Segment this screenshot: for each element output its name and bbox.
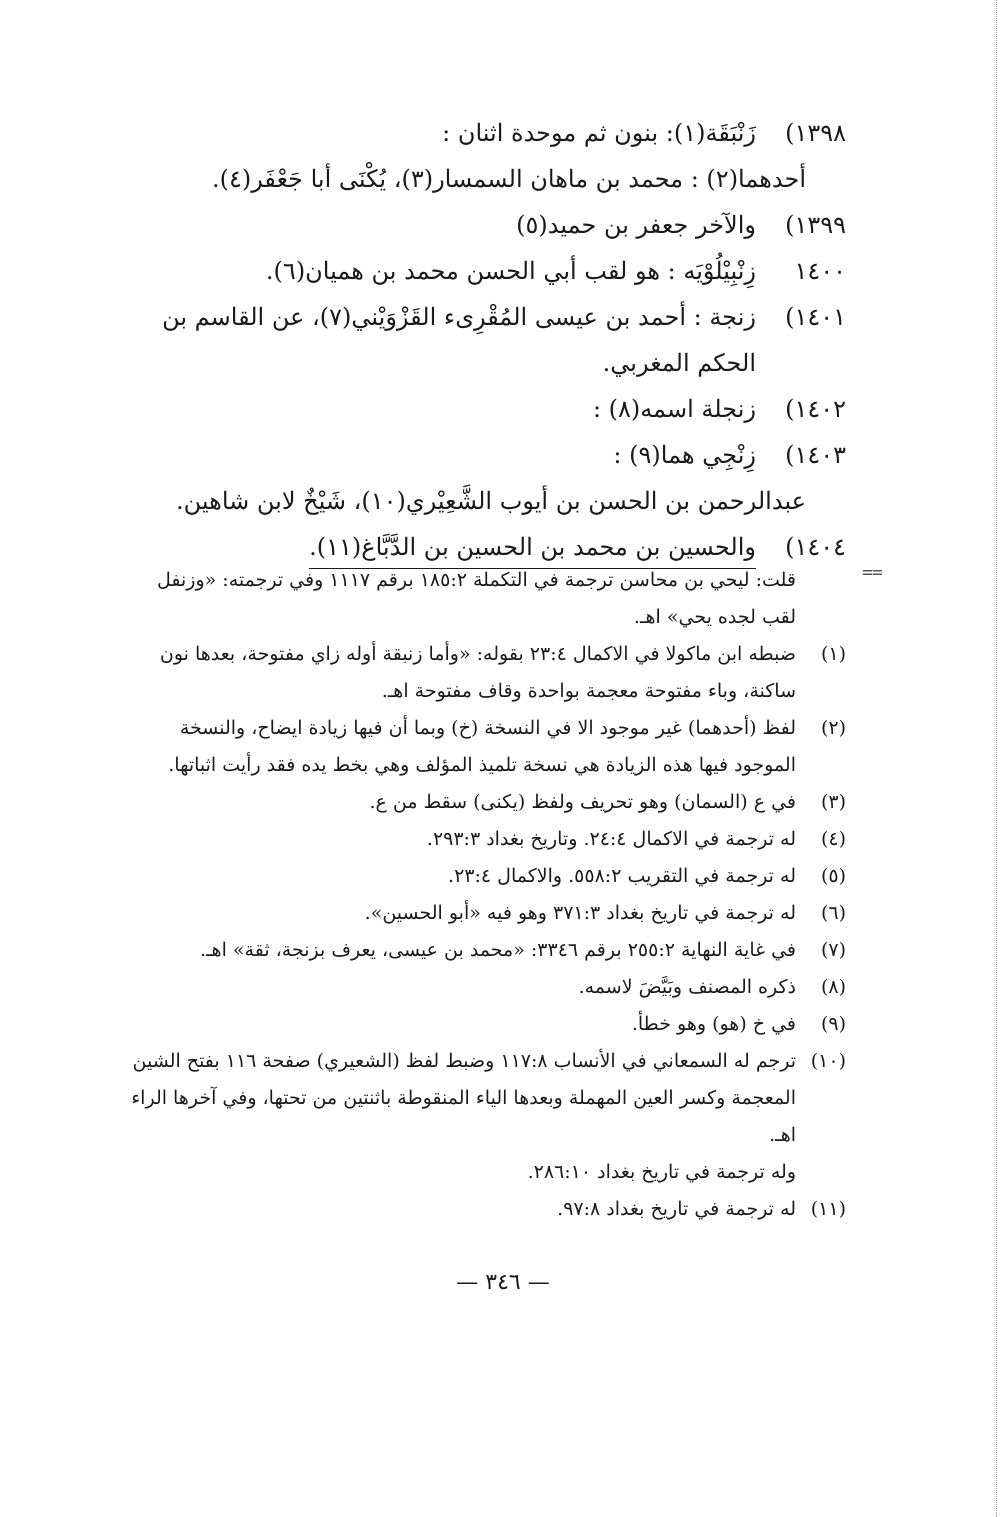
footnote-2 bbox=[130, 710, 846, 784]
footnote-text: له ترجمة في التقريب ٥٥٨:٢. والاكمال ٢٣:٤. bbox=[448, 865, 796, 887]
footnote-text: في خ (هو) وهو خطأ. bbox=[631, 1013, 796, 1035]
entry-1403-first bbox=[116, 478, 846, 524]
footnote-7 bbox=[130, 932, 846, 969]
entry-text: زِنْبِيْلُوْيَه : هو لقب أبي الحسن محمد بن هميان(٦). bbox=[265, 257, 756, 285]
footnote-text: له ترجمة في الاكمال ٢٤:٤. وتاريخ بغداد ٢٩٣:٣. bbox=[426, 828, 796, 850]
entry-text: زنجلة اسمه(٨) : bbox=[592, 395, 756, 423]
footnote-4 bbox=[130, 821, 846, 858]
footnote-text: له ترجمة في تاريخ بغداد ٩٧:٨. bbox=[557, 1198, 796, 1220]
footnote-11 bbox=[130, 1191, 846, 1228]
footnote-10 bbox=[130, 1043, 846, 1154]
entry-number: ١٣٩٩) bbox=[785, 211, 846, 239]
entry-1402 bbox=[116, 386, 846, 432]
entry-number: ١٤٠٤) bbox=[785, 533, 846, 561]
entry-text: عبدالرحمن بن الحسن بن أيوب الشَّعِيْري(١٠)، شَيْخٌ لابن شاهين. bbox=[176, 487, 806, 515]
footnote-text: ضبطه ابن ماكولا في الاكمال ٢٣:٤ بقوله: «وأما زنبقة أوله زاي مفتوحة، بعدها نون ساكنة، وباء مفتوحة معجمة بواحدة وقاف مفتوحة اهـ. bbox=[159, 643, 796, 702]
entry-1401 bbox=[116, 294, 846, 386]
footnote-number: (٨) bbox=[820, 976, 846, 998]
entry-text: زِنْجِي هما(٩) : bbox=[613, 441, 756, 469]
footnote-number: (٤) bbox=[820, 828, 846, 850]
footnote-9 bbox=[130, 1006, 846, 1043]
footnote-5 bbox=[130, 858, 846, 895]
entry-number: ١٣٩٨) bbox=[785, 119, 846, 147]
entry-text: زنجة : أحمد بن عيسى المُقْرِىء القَزْوَيْني(٧)، عن القاسم بن الحكم المغربي. bbox=[162, 303, 756, 377]
footnote-text: وله ترجمة في تاريخ بغداد ٢٨٦:١٠. bbox=[527, 1161, 796, 1183]
entry-number: ١٤٠١) bbox=[785, 303, 846, 331]
entry-number: ١٤٠٢) bbox=[785, 395, 846, 423]
footnote-3 bbox=[130, 784, 846, 821]
entry-1398 bbox=[116, 110, 846, 156]
footnote-number: (٢) bbox=[820, 717, 846, 739]
footnote-number: (١٠) bbox=[810, 1050, 846, 1072]
footnote-number: (٦) bbox=[820, 902, 846, 924]
entry-number: ١٤٠٣) bbox=[785, 441, 846, 469]
page-number: — ٣٤٦ — bbox=[456, 1270, 550, 1295]
footnote-text: ترجم له السمعاني في الأنساب ١١٧:٨ وضبط لفظ (الشعيري) صفحة ١١٦ بفتح الشين المعجمة وكسر العين المهملة وبعدها الياء المنقوطة باثنتين من تحتها، وفي آخرها الراء اهـ. bbox=[131, 1050, 796, 1146]
footnote-6 bbox=[130, 895, 846, 932]
continuation-marker: == bbox=[862, 562, 882, 583]
entry-1403 bbox=[116, 432, 846, 478]
entry-1400 bbox=[116, 248, 846, 294]
footnotes-section bbox=[130, 562, 846, 1228]
footnote-8 bbox=[130, 969, 846, 1006]
footnote-number: (١) bbox=[820, 643, 846, 665]
footnote-text: لفظ (أحدهما) غير موجود الا في النسخة (خ) وبما أن فيها زيادة ايضاح، والنسخة الموجود فيها هذه الزيادة هي نسخة تلميذ المؤلف وهي بخط يده فقد رأيت اثباتها. bbox=[168, 717, 796, 776]
footnote-number: (٩) bbox=[820, 1013, 846, 1035]
footnote-10-continued bbox=[130, 1154, 846, 1191]
footnote-text: له ترجمة في تاريخ بغداد ٣٧١:٣ وهو فيه «أبو الحسين». bbox=[364, 902, 796, 924]
footnote-text: في ع (السمان) وهو تحريف ولفظ (يكنى) سقط من ع. bbox=[369, 791, 796, 813]
entry-number: ١٤٠٠ bbox=[794, 257, 846, 285]
footnote-number: (٥) bbox=[820, 865, 846, 887]
footnote-text: في غاية النهاية ٢٥٥:٢ برقم ٣٣٤٦: «محمد بن عيسى، يعرف بزنجة، ثقة» اهـ. bbox=[199, 939, 796, 961]
footnote-number: (٧) bbox=[820, 939, 846, 961]
footnote-1 bbox=[130, 636, 846, 710]
footnote-continued bbox=[130, 562, 846, 636]
footnote-text: قلت: ليحي بن محاسن ترجمة في التكملة ١٨٥:٢ برقم ١١١٧ وفي ترجمته: «وزنفل لقب لجده يحي» اهـ. bbox=[156, 569, 796, 628]
footnote-text: ذكره المصنف وبَيَّضَ لاسمه. bbox=[578, 976, 796, 998]
footnote-number: (٣) bbox=[820, 791, 846, 813]
entry-text: والحسين بن محمد بن الحسين بن الدَّبَّاغ(١١). bbox=[309, 526, 756, 569]
footnote-number: (١١) bbox=[810, 1198, 846, 1220]
entry-1398-first bbox=[116, 156, 846, 202]
entry-text: أحدهما(٢) : محمد بن ماهان السمسار(٣)، يُكْنَى أبا جَعْفَر(٤). bbox=[211, 165, 806, 193]
entries-section bbox=[116, 110, 846, 570]
entry-text: والآخر جعفر بن حميد(٥) bbox=[516, 211, 756, 239]
entry-1399 bbox=[116, 202, 846, 248]
entry-text: زَنْبَقَة(١): بنون ثم موحدة اثنان : bbox=[442, 119, 756, 147]
